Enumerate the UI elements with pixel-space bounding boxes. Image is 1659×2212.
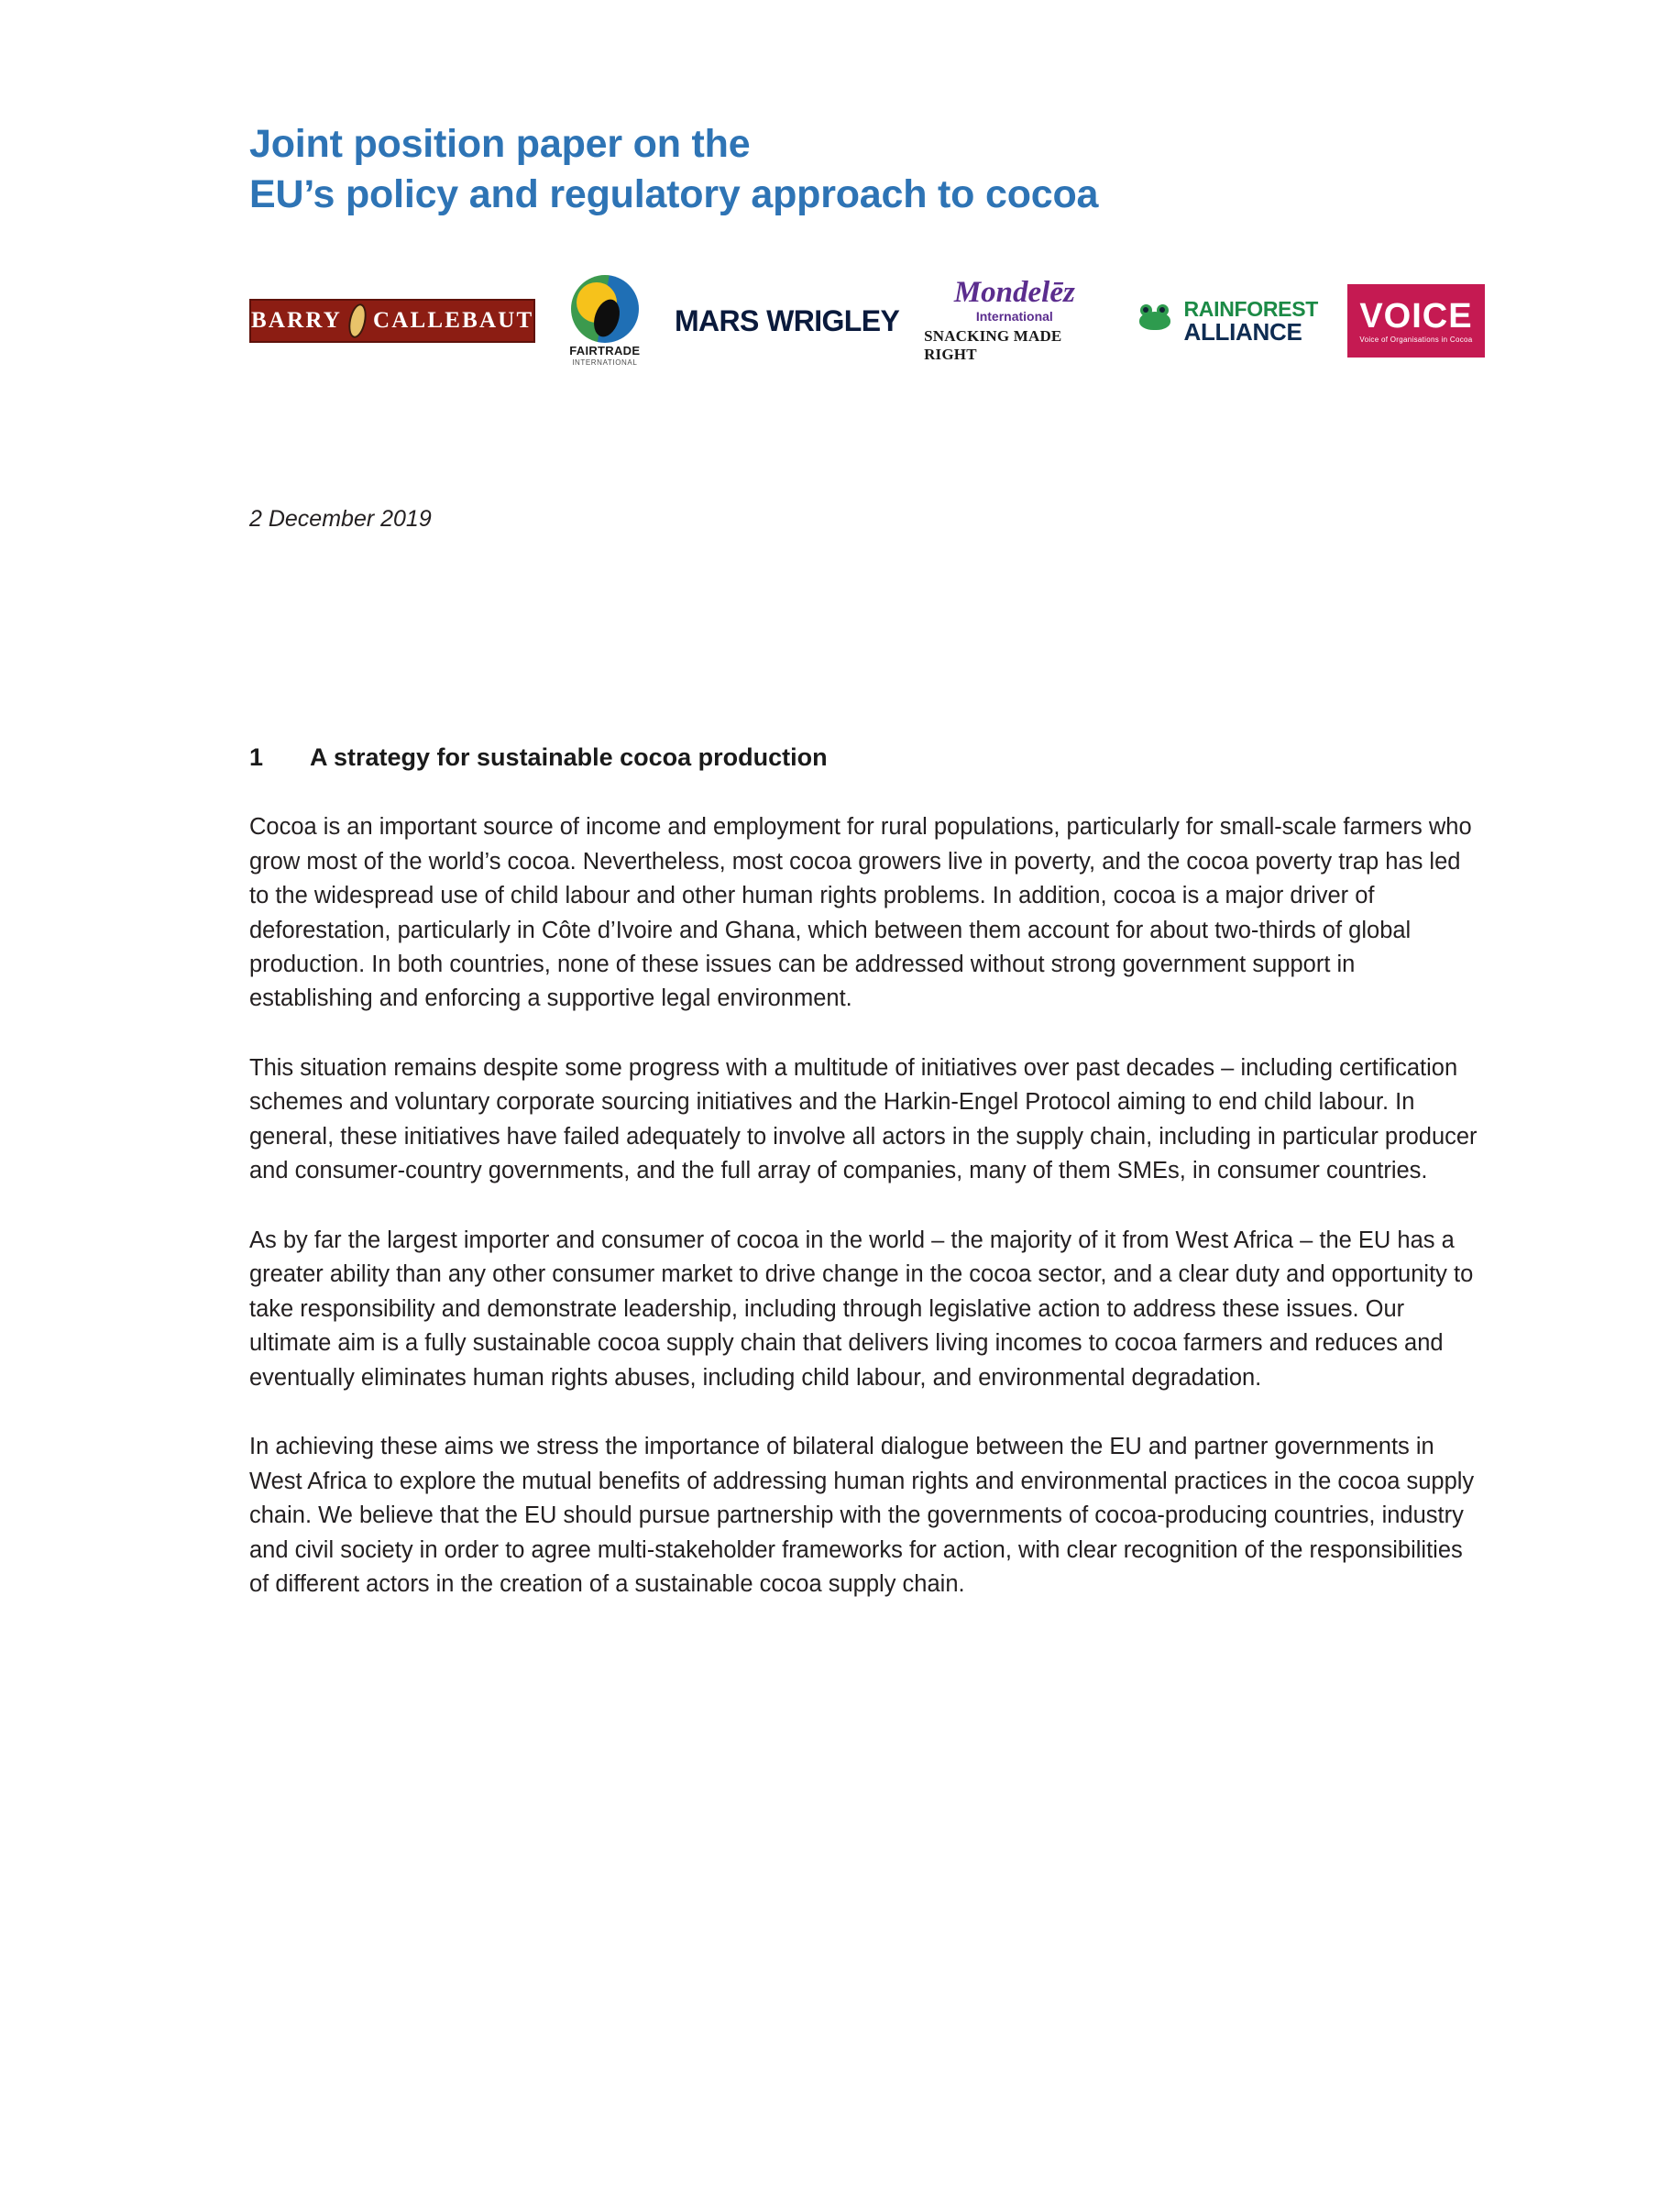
voice-logo-subword: Voice of Organisations in Cocoa: [1359, 335, 1473, 344]
fairtrade-mark-icon: [571, 275, 639, 343]
fairtrade-logo-word-2: INTERNATIONAL: [572, 358, 638, 368]
barry-callebaut-logo-word-2: CALLEBAUT: [373, 308, 534, 334]
paragraph: This situation remains despite some progress with a multitude of initiatives over past decades – including certification schemes and voluntary corporate sourcing initiatives and the Harkin-Engel Protocol aiming to end child labour. In general, these initiatives have failed adequately to involve all actors in the supply chain, including in particular producer and consumer-country governments, and the full array of companies, many of them SMEs, in consumer countries.: [249, 1054, 1478, 1184]
paragraph: In achieving these aims we stress the importance of bilateral dialogue between the EU and partner governments in West Africa to explore the mutual benefits of addressing human rights and environmental practices in the cocoa supply chain. We believe that the EU should pursue partnership with the governments of cocoa-producing countries, industry and civil society in order to agree multi-stakeholder frameworks for action, with clear recognition of the responsibilities of different actors in the creation of a sustainable cocoa supply chain.: [249, 1434, 1475, 1598]
rainforest-alliance-logo: [1129, 296, 1324, 346]
fairtrade-logo-word-1: FAIRTRADE: [569, 343, 641, 358]
logo-strip: [249, 273, 1485, 369]
section-heading: [249, 743, 1485, 772]
section-title: A strategy for sustainable cocoa production: [310, 743, 828, 772]
barry-callebaut-logo-word-1: BARRY: [251, 308, 343, 334]
mondelez-logo-subword: International: [975, 309, 1053, 325]
document-date: 2 December 2019: [249, 506, 432, 533]
cocoa-pod-icon: [346, 303, 369, 340]
mondelez-logo-word: Mondelēz: [953, 276, 1075, 310]
rainforest-alliance-logo-word-2: ALLIANCE: [1183, 317, 1302, 346]
barry-callebaut-logo: [249, 299, 535, 343]
page-title-line-2: EU’s policy and regulatory approach to cocoa: [249, 172, 1099, 217]
frog-icon: [1134, 303, 1176, 339]
section-number: 1: [249, 743, 264, 772]
page-title: [249, 119, 1485, 220]
mars-wrigley-logo: [674, 304, 900, 338]
paragraph: As by far the largest importer and consumer of cocoa in the world – the majority of it from West Africa – the EU has a greater ability than any other consumer market to drive change in the cocoa sector, and a clear duty and opportunity to take responsibility and demonstrate leadership, including through legislative action to address these issues. Our ultimate aim is a fully sustainable cocoa supply chain that delivers living incomes to cocoa farmers and reduces and eventually eliminates human rights abuses, including child labour, and environmental degradation.: [249, 1227, 1474, 1391]
fairtrade-logo: [559, 275, 650, 368]
section-body: [249, 810, 1485, 1602]
paragraph: Cocoa is an important source of income and employment for rural populations, particularly for small-scale farmers who grow most of the world’s cocoa. Nevertheless, most cocoa growers live in poverty, and the cocoa poverty trap has led to the widespread use of child labour and other human rights problems. In addition, cocoa is a major driver of deforestation, particularly in Côte d’Ivoire and Ghana, which between them account for about two-thirds of global production. In both countries, none of these issues can be addressed without strong government support in establishing and enforcing a supportive legal environment.: [249, 814, 1472, 1012]
voice-network-logo: [1347, 284, 1485, 358]
voice-logo-word: VOICE: [1359, 296, 1473, 336]
mondelez-logo: [924, 278, 1105, 364]
mars-wrigley-logo-word: MARS WRIGLEY: [674, 303, 900, 337]
rainforest-alliance-logo-word-1: RAINFOREST: [1183, 296, 1318, 321]
page-title-line-1: Joint position paper on the: [249, 122, 751, 166]
mondelez-logo-tagline: SNACKING MADE RIGHT: [924, 327, 1062, 364]
